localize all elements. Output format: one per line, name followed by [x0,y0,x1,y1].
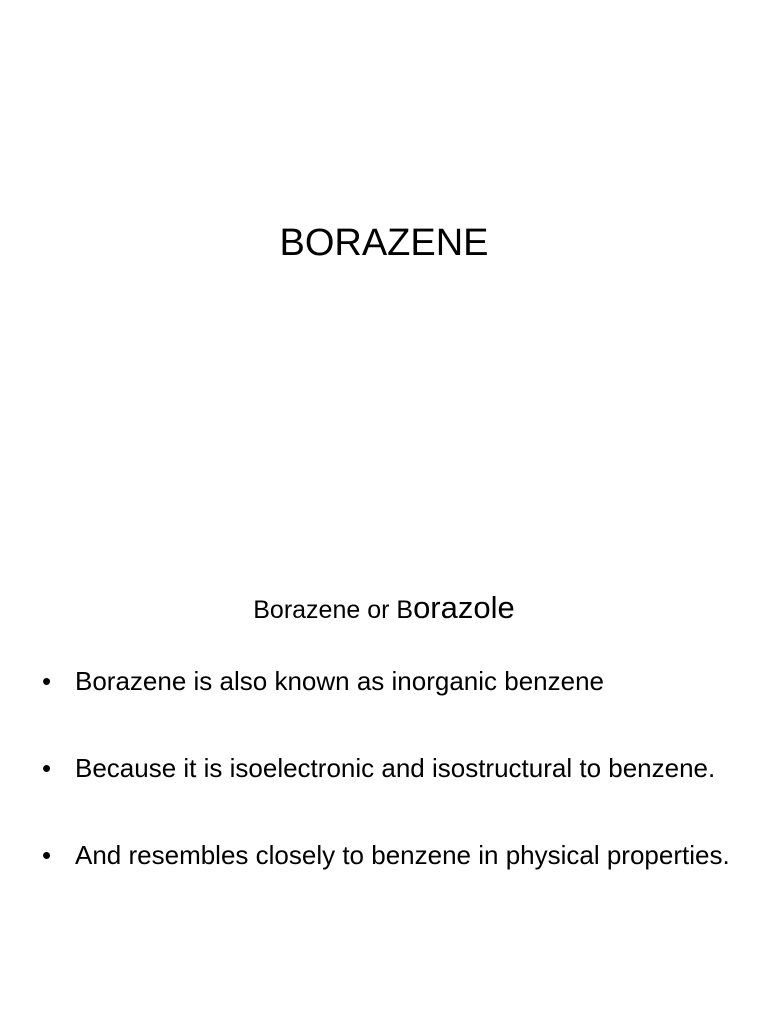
bullet-item [42,838,732,873]
bullet-list [42,664,732,925]
slide-title: BORAZENE [279,222,489,264]
bullet-dot: • [42,840,52,870]
subtitle-part-2: orazole [413,590,515,625]
bullet-text: And resembles closely to benzene in physical properties. [75,840,730,870]
bullet-dot: • [42,753,52,783]
slide-subtitle [0,588,768,630]
bullet-text: Borazene is also known as inorganic benzene [75,666,605,696]
bullet-item [42,751,732,786]
bullet-text: Because it is isoelectronic and isostructural to benzene. [75,753,716,783]
bullet-item [42,664,732,699]
subtitle-part-1: Borazene or B [253,596,414,624]
bullet-dot: • [42,666,52,696]
